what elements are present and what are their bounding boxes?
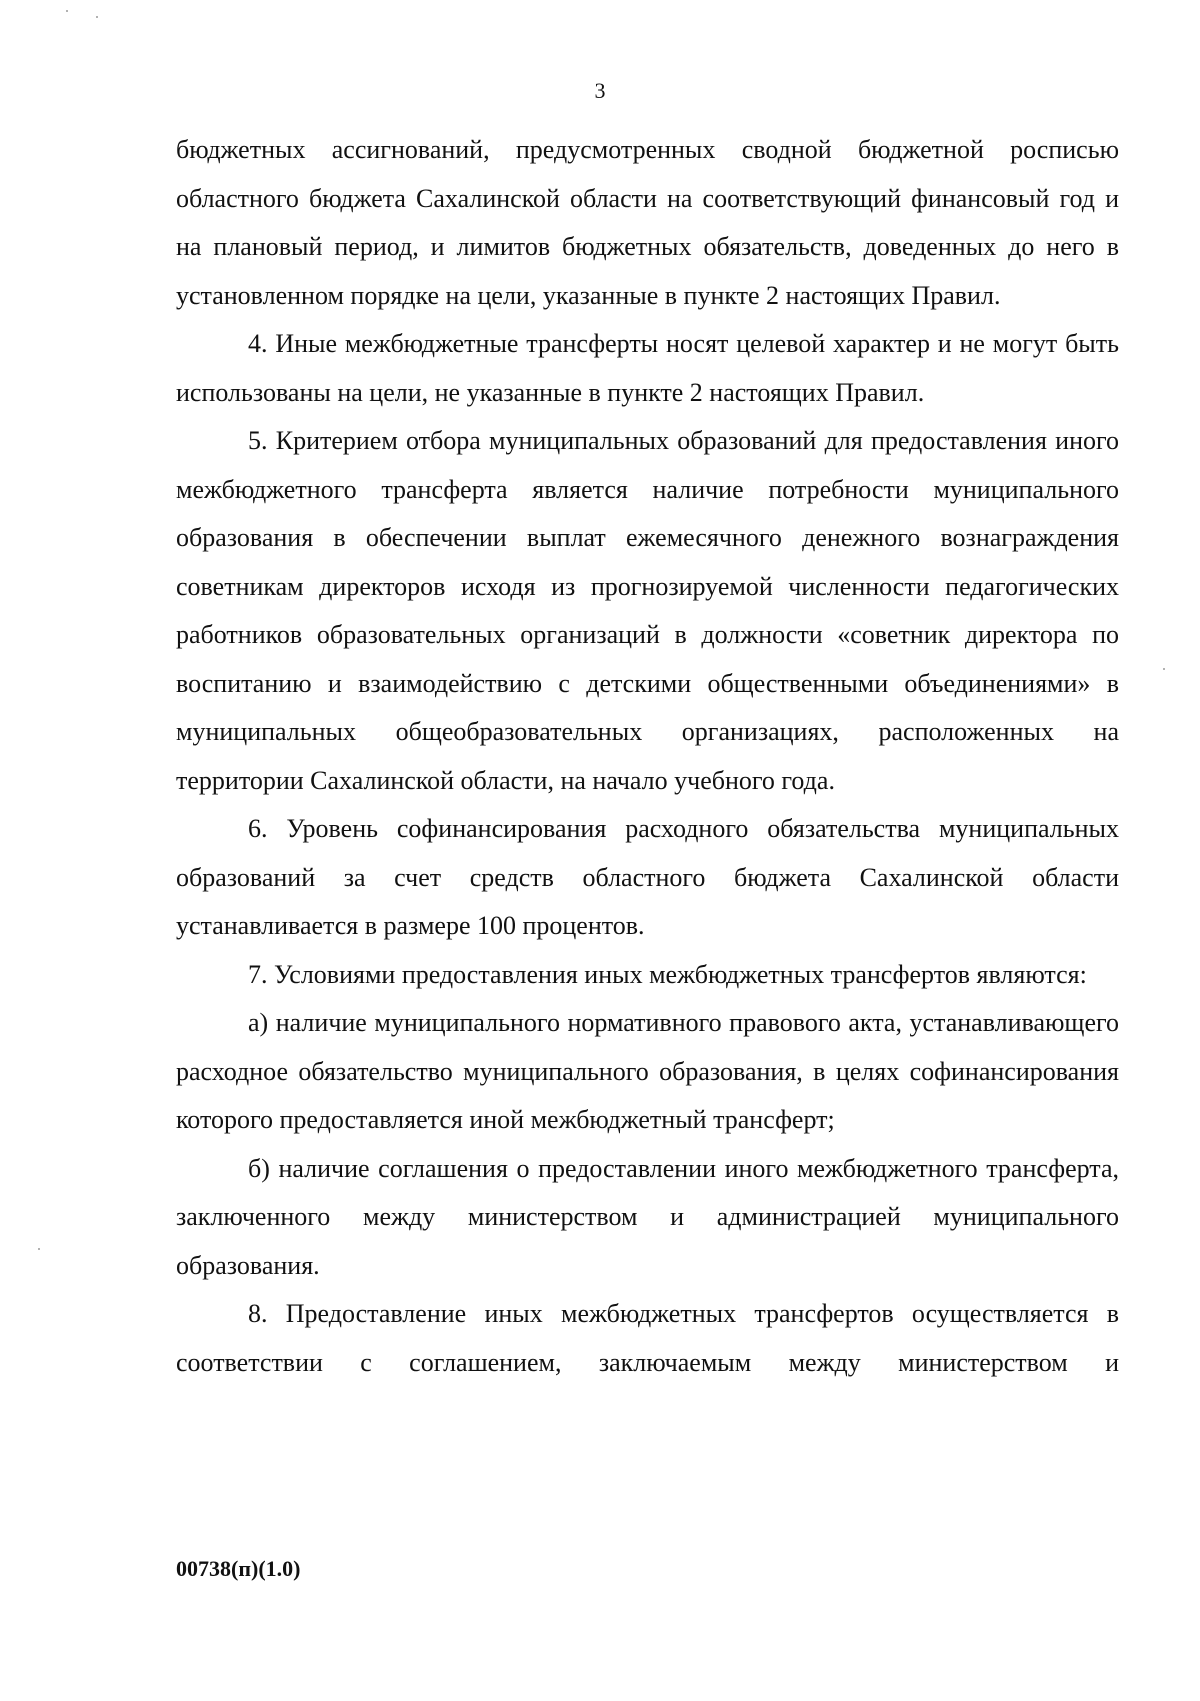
scan-speck <box>38 1248 40 1250</box>
paragraph-subitem-a: а) наличие муниципального нормативного правового акта, устанавливающего расходное обязательство муниципального образования, в целях софинансирования которого предоставляется иной межбюджетный трансферт; <box>176 1008 1119 1134</box>
body-text <box>176 126 1119 1387</box>
paragraph-item-6: 6. Уровень софинансирования расходного обязательства муниципальных образований за счет средств областного бюджета Сахалинской области устанавливается в размере 100 процентов. <box>176 814 1119 940</box>
scan-speck <box>66 10 68 12</box>
document-code: 00738(п)(1.0) <box>176 1556 301 1581</box>
paragraph-item-8: 8. Предоставление иных межбюджетных трансфертов осуществляется в соответствии с соглашением, заключаемым между министерством и <box>176 1299 1119 1377</box>
page-number: 3 <box>594 78 606 103</box>
paragraph-item-5: 5. Критерием отбора муниципальных образований для предоставления иного межбюджетного трансферта является наличие потребности муниципального образования в обеспечении выплат ежемесячного денежного вознаграждения советникам директоров исходя из прогнозируемой численности педагогических работников образовательных организаций в должности «советник директора по воспитанию и взаимодействию с детскими общественными объединениями» в муниципальных общеобразовательных организациях, расположенных на территории Сахалинской области, на начало учебного года. <box>176 426 1119 795</box>
paragraph-continuation: бюджетных ассигнований, предусмотренных сводной бюджетной росписью областного бюджета Сахалинской области на соответствующий финансовый год и на плановый период, и лимитов бюджетных обязательств, доведенных до него в установленном порядке на цели, указанные в пункте 2 настоящих Правил. <box>176 135 1119 310</box>
scan-speck <box>96 16 98 18</box>
paragraph-item-4: 4. Иные межбюджетные трансферты носят целевой характер и не могут быть использованы на цели, не указанные в пункте 2 настоящих Правил. <box>176 329 1119 407</box>
paragraph-item-7: 7. Условиями предоставления иных межбюджетных трансфертов являются: <box>248 959 1087 989</box>
scan-speck <box>1163 668 1165 670</box>
paragraph-subitem-b: б) наличие соглашения о предоставлении иного межбюджетного трансферта, заключенного между министерством и администрацией муниципального образования. <box>176 1153 1119 1280</box>
